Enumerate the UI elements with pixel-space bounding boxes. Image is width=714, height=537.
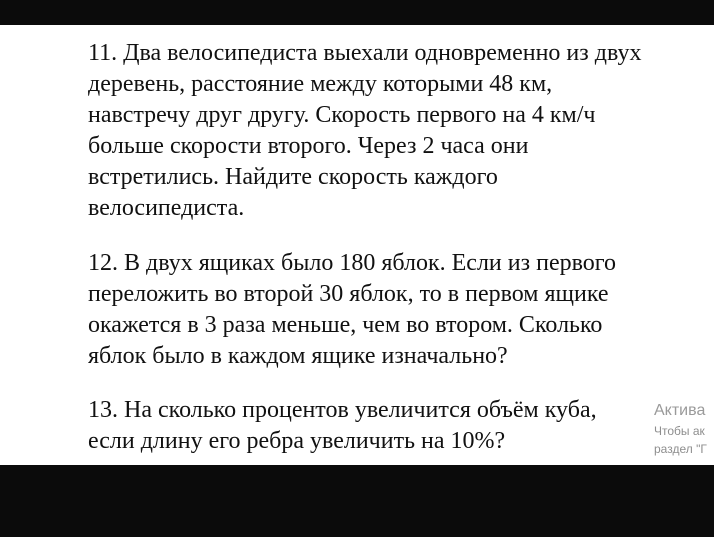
problem-11: 11. Два велосипедиста выехали одновременно из двух деревень, расстояние между которыми 48 км, навстречу друг другу. Скорость первого на 4 км/ч больше скорости второго. Через 2 часа они встретились. Найдите скорость каждого велосипедиста. [88, 40, 642, 221]
problem-12: 12. В двух ящиках было 180 яблок. Если из первого переложить во второй 30 яблок, то в первом ящике окажется в 3 раза меньше, чем во втором. Сколько яблок было в каждом ящике изначально? [88, 250, 617, 369]
problem-13: 13. На сколько процентов увеличится объём куба, если длину его ребра увеличить на 10%? [88, 397, 597, 454]
watermark-line-1: Чтобы ак [654, 424, 705, 438]
top-black-bar [0, 0, 714, 25]
watermark-title: Актива [654, 402, 706, 419]
document-page [0, 25, 714, 465]
bottom-black-bar [0, 465, 714, 537]
watermark-line-2: раздел "Г [654, 442, 707, 456]
windows-activation-watermark [654, 400, 714, 458]
